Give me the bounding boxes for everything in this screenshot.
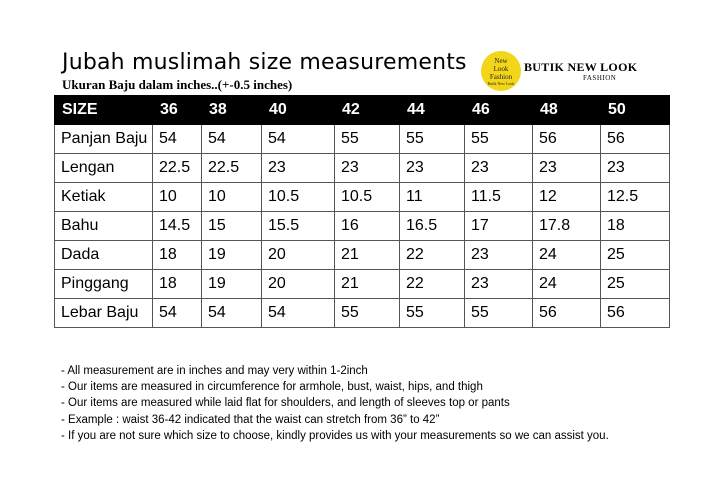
value-cell: 25 bbox=[601, 270, 670, 299]
value-cell: 16 bbox=[335, 212, 400, 241]
row-label-cell: Lebar Baju bbox=[55, 299, 153, 328]
value-cell: 54 bbox=[153, 125, 202, 154]
value-cell: 16.5 bbox=[400, 212, 465, 241]
value-cell: 17.8 bbox=[533, 212, 601, 241]
header-cell: 36 bbox=[153, 96, 202, 125]
value-cell: 24 bbox=[533, 241, 601, 270]
value-cell: 18 bbox=[153, 270, 202, 299]
value-cell: 12 bbox=[533, 183, 601, 212]
value-cell: 10 bbox=[202, 183, 262, 212]
value-cell: 54 bbox=[262, 125, 335, 154]
table-row bbox=[55, 154, 670, 183]
row-label-cell: Ketiak bbox=[55, 183, 153, 212]
value-cell: 18 bbox=[153, 241, 202, 270]
row-label-cell: Lengan bbox=[55, 154, 153, 183]
header-cell: 46 bbox=[465, 96, 533, 125]
table-row bbox=[55, 270, 670, 299]
header-cell: SIZE bbox=[55, 96, 153, 125]
value-cell: 14.5 bbox=[153, 212, 202, 241]
value-cell: 10.5 bbox=[335, 183, 400, 212]
value-cell: 20 bbox=[262, 241, 335, 270]
value-cell: 22 bbox=[400, 270, 465, 299]
value-cell: 25 bbox=[601, 241, 670, 270]
logo-line-1: New bbox=[494, 56, 508, 65]
value-cell: 15 bbox=[202, 212, 262, 241]
value-cell: 23 bbox=[262, 154, 335, 183]
value-cell: 23 bbox=[400, 154, 465, 183]
value-cell: 55 bbox=[400, 125, 465, 154]
logo-line-2: Look bbox=[493, 64, 509, 73]
logo-sub-text: Butik New Look bbox=[487, 80, 515, 86]
value-cell: 21 bbox=[335, 270, 400, 299]
value-cell: 54 bbox=[153, 299, 202, 328]
value-cell: 23 bbox=[601, 154, 670, 183]
value-cell: 24 bbox=[533, 270, 601, 299]
value-cell: 12.5 bbox=[601, 183, 670, 212]
value-cell: 17 bbox=[465, 212, 533, 241]
row-label-cell: Pinggang bbox=[55, 270, 153, 299]
brand-name: BUTIK NEW LOOK bbox=[524, 60, 638, 74]
logo-line-3: Fashion bbox=[489, 72, 513, 81]
header-cell: 44 bbox=[400, 96, 465, 125]
value-cell: 21 bbox=[335, 241, 400, 270]
header-cell: 38 bbox=[202, 96, 262, 125]
value-cell: 19 bbox=[202, 270, 262, 299]
value-cell: 11 bbox=[400, 183, 465, 212]
value-cell: 56 bbox=[601, 299, 670, 328]
table-row bbox=[55, 299, 670, 328]
notes-section bbox=[61, 363, 609, 444]
table-row bbox=[55, 212, 670, 241]
value-cell: 54 bbox=[202, 299, 262, 328]
value-cell: 15.5 bbox=[262, 212, 335, 241]
header-cell: 50 bbox=[601, 96, 670, 125]
value-cell: 20 bbox=[262, 270, 335, 299]
row-label-cell: Dada bbox=[55, 241, 153, 270]
value-cell: 10.5 bbox=[262, 183, 335, 212]
value-cell: 10 bbox=[153, 183, 202, 212]
value-cell: 19 bbox=[202, 241, 262, 270]
value-cell: 22.5 bbox=[202, 154, 262, 183]
value-cell: 18 bbox=[601, 212, 670, 241]
value-cell: 54 bbox=[262, 299, 335, 328]
note-line: - Our items are measured in circumference for armhole, bust, waist, hips, and thigh bbox=[61, 381, 483, 394]
header-cell: 40 bbox=[262, 96, 335, 125]
value-cell: 56 bbox=[533, 299, 601, 328]
note-line: - Example : waist 36-42 indicated that the waist can stretch from 36” to 42” bbox=[61, 413, 440, 426]
header-cell: 48 bbox=[533, 96, 601, 125]
value-cell: 55 bbox=[335, 299, 400, 328]
size-chart-table bbox=[54, 95, 670, 328]
value-cell: 22.5 bbox=[153, 154, 202, 183]
note-line: - If you are not sure which size to choose, kindly provides us with your measurements so we can assist you. bbox=[61, 429, 609, 442]
note-line: - All measurement are in inches and may very within 1-2inch bbox=[61, 365, 368, 377]
value-cell: 11.5 bbox=[465, 183, 533, 212]
value-cell: 23 bbox=[465, 270, 533, 299]
header-cell: 42 bbox=[335, 96, 400, 125]
value-cell: 23 bbox=[533, 154, 601, 183]
value-cell: 55 bbox=[465, 299, 533, 328]
value-cell: 55 bbox=[335, 125, 400, 154]
value-cell: 55 bbox=[400, 299, 465, 328]
row-label-cell: Panjan Baju bbox=[55, 125, 153, 154]
brand-logo bbox=[481, 51, 521, 91]
value-cell: 23 bbox=[465, 241, 533, 270]
table-row bbox=[55, 183, 670, 212]
value-cell: 55 bbox=[465, 125, 533, 154]
value-cell: 22 bbox=[400, 241, 465, 270]
table-header-row bbox=[55, 96, 670, 125]
brand-subtitle: FASHION bbox=[583, 74, 617, 82]
page-title: Jubah muslimah size measurements bbox=[62, 50, 467, 75]
row-label-cell: Bahu bbox=[55, 212, 153, 241]
value-cell: 23 bbox=[335, 154, 400, 183]
table-row bbox=[55, 125, 670, 154]
table-row bbox=[55, 241, 670, 270]
value-cell: 56 bbox=[533, 125, 601, 154]
value-cell: 56 bbox=[601, 125, 670, 154]
value-cell: 23 bbox=[465, 154, 533, 183]
page-subtitle: Ukuran Baju dalam inches..(+-0.5 inches) bbox=[62, 77, 293, 92]
note-line: - Our items are measured while laid flat for shoulders, and length of sleeves top or pants bbox=[61, 397, 510, 410]
value-cell: 54 bbox=[202, 125, 262, 154]
